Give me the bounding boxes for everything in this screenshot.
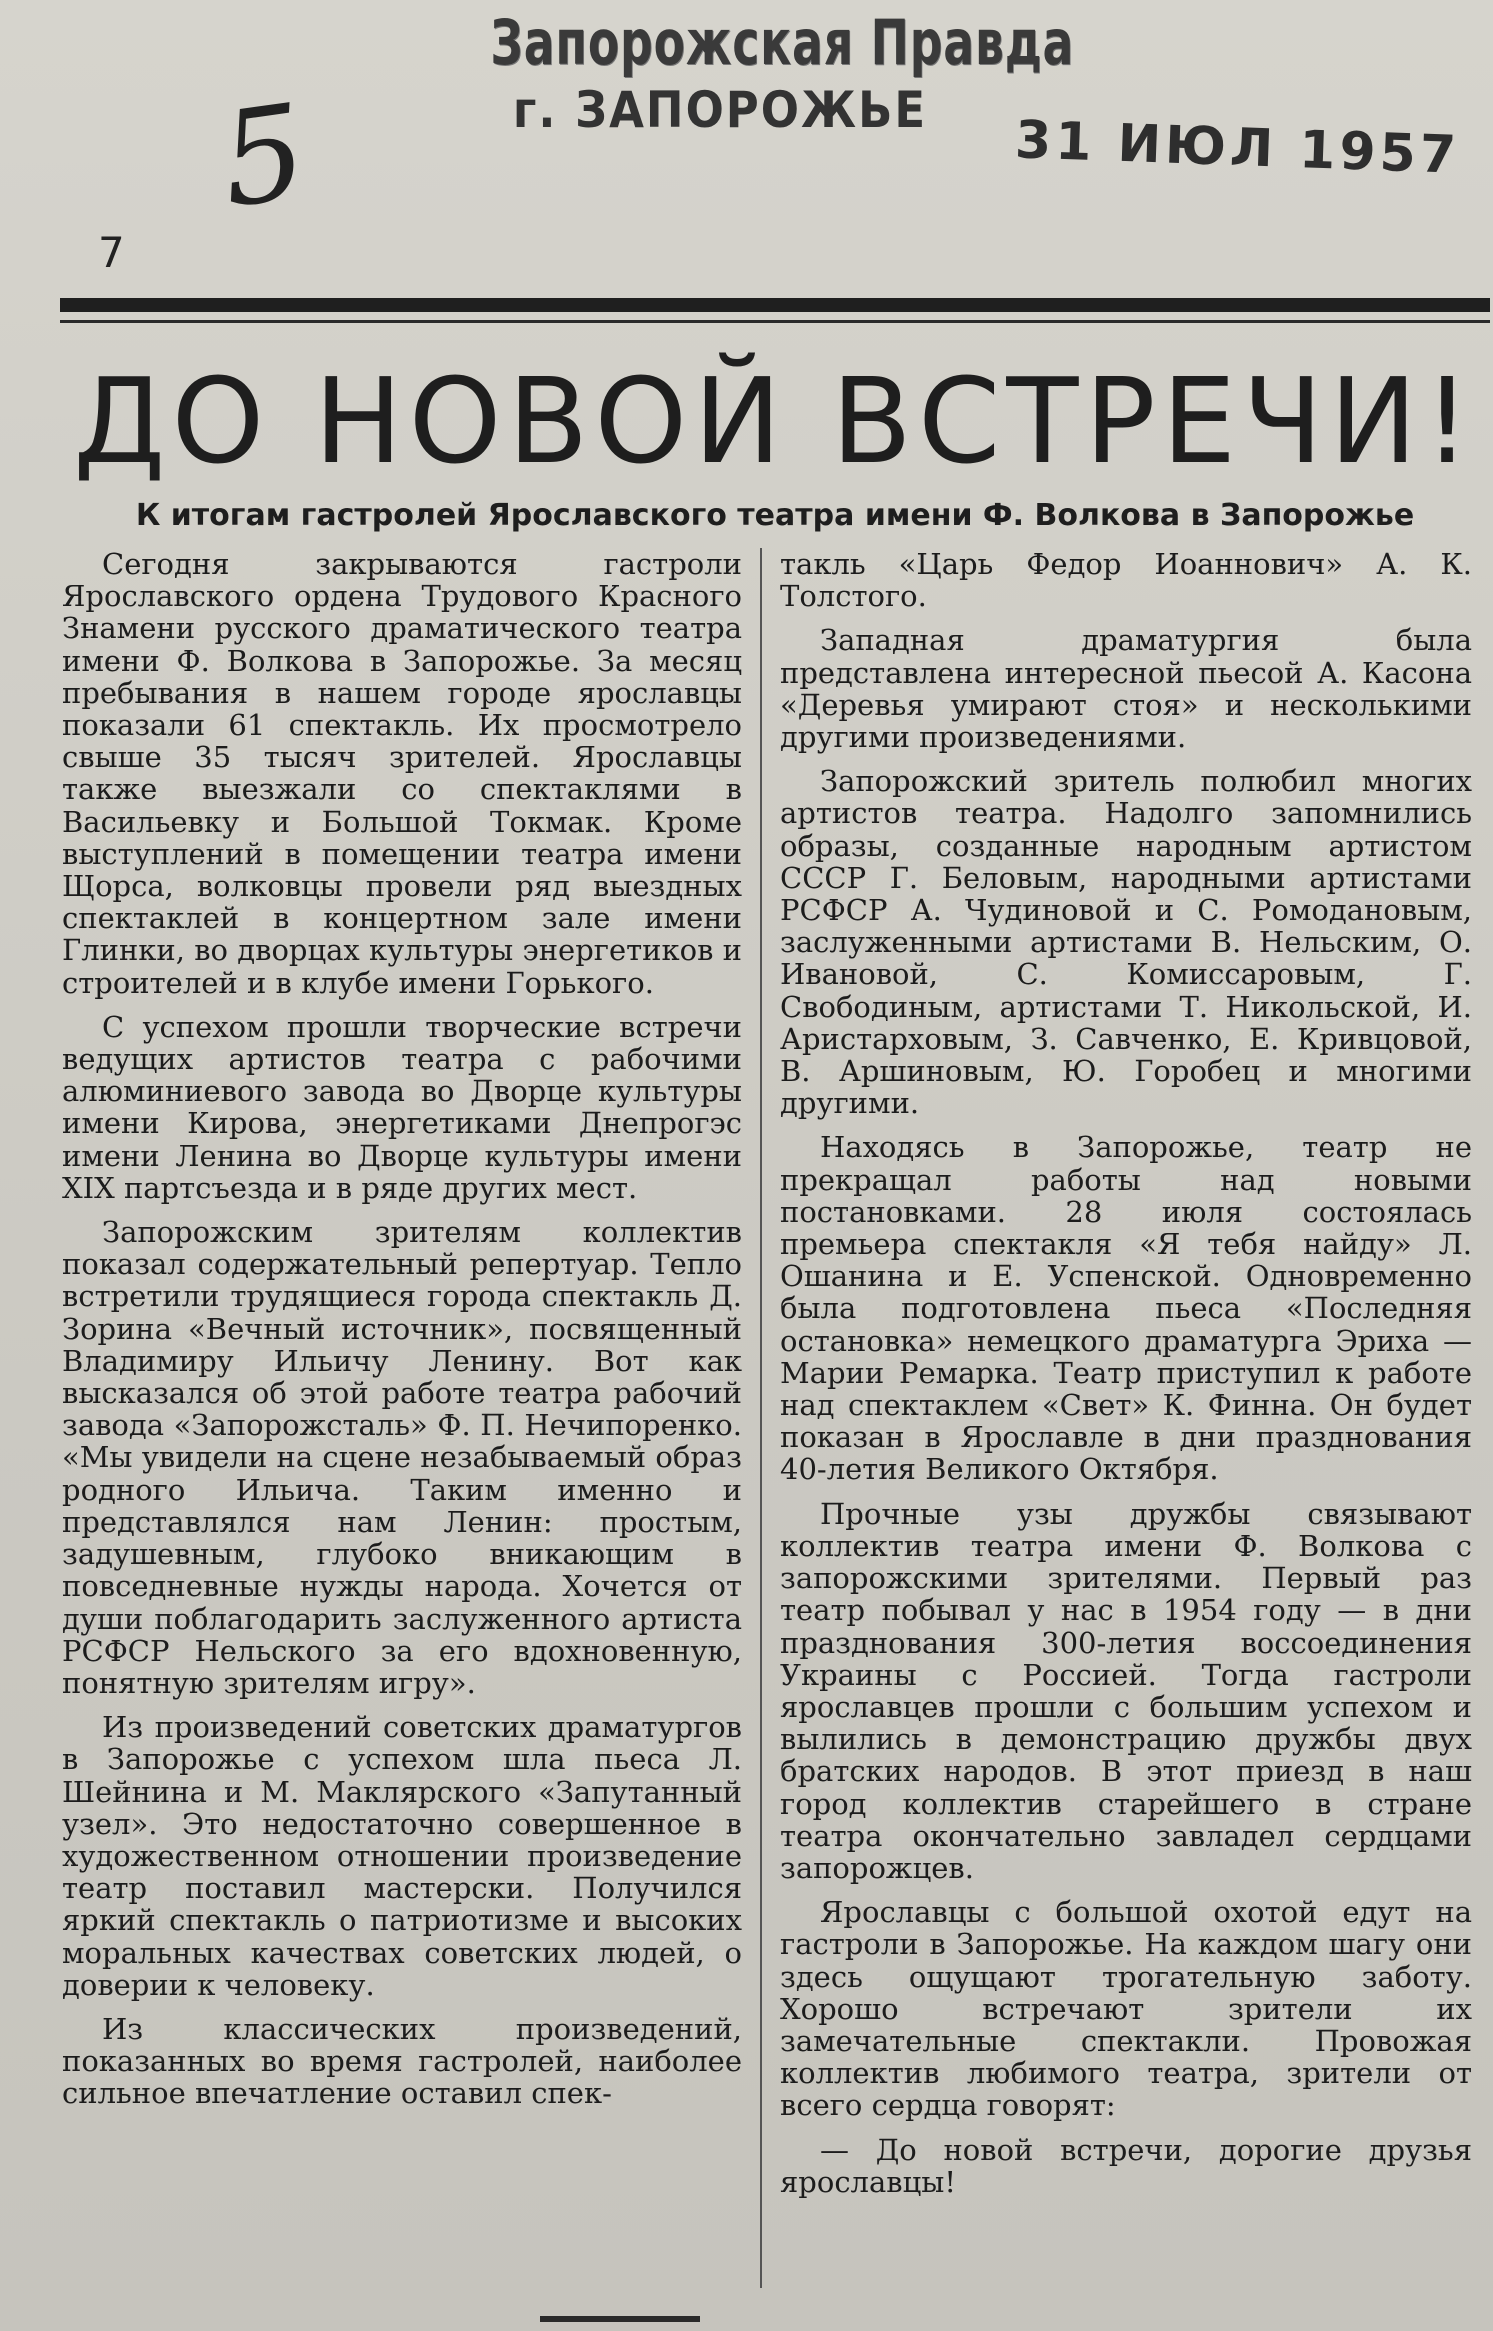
article-subtitle: К итогам гастролей Ярославского театра имени Ф. Волкова в Запорожье (135, 498, 1415, 533)
thick-rule (60, 298, 1490, 312)
right-column (780, 548, 1472, 2210)
paragraph: Прочные узы дружбы связывают коллектив театра имени Ф. Волкова с запорожскими зрителями. Первый раз театр побывал у нас в 1954 году — в дни празднования 300-летия воссоединения Украины с Россией. Тогда гастроли ярославцев прошли с большим успехом и вылились в демонстрацию дружбы двух братских народов. В этот приезд в наш город коллектив старейшего в стране театра окончательно завладел сердцами запорожцев. (780, 1496, 1472, 1885)
paragraph: Ярославцы с большой охотой едут на гастроли в Запорожье. На каждом шагу они здесь ощущают трогательную заботу. Хорошо встречают зрители их замечательные спектакли. Провожая коллектив любимого театра, зрители от всего сердца говорят: (780, 1895, 1472, 2123)
handwritten-number: 5 (211, 74, 315, 238)
paragraph: Из классических произведений, показанных во время гастролей, наиболее сильное впечатление оставил спек- (62, 2011, 742, 2111)
paragraph: Западная драматургия была представлена интересной пьесой А. Касона «Деревья умирают стоя» и несколькими другими произведениями. (780, 623, 1472, 755)
left-column (62, 548, 742, 2122)
column-divider (760, 548, 762, 2288)
paragraph: Запорожским зрителям коллектив показал содержательный репертуар. Тепло встретили трудящиеся города спектакль Д. Зорина «Вечный источник», посвященный Владимиру Ильичу Ленину. Вот как высказался об этой работе театра рабочий завода «Запорожсталь» Ф. П. Нечипоренко. «Мы увидели на сцене незабываемый образ родного Ильича. Таким именно и представлялся нам Ленин: простым, задушевным, глубоко вникающим в повседневные нужды народа. Хочется от души поблагодарить заслуженного артиста РСФСР Нельского за его вдохновенную, понятную зрителям игру». (62, 1215, 742, 1700)
masthead (440, 6, 1075, 139)
article-headline: ДО НОВОЙ ВСТРЕЧИ! (73, 352, 1477, 490)
paragraph-continuation: такль «Царь Федор Иоаннович» А. К. Толстого. (780, 547, 1472, 614)
city-line: г. ЗАПОРОЖЬЕ (512, 81, 928, 139)
paragraph: Находясь в Запорожье, театр не прекращал работы над новыми постановками. 28 июля состоялась премьера спектакля «Я тебя найду» Л. Ошанина и Е. Успенской. Одновременно была подготовлена пьеса «Последняя остановка» немецкого драматурга Эриха — Марии Ремарка. Театр приступил к работе над спектаклем «Свет» К. Финна. Он будет показан в Ярославле в дни празднования 40-летия Великого Октября. (780, 1130, 1472, 1487)
tick-mark: 7 (98, 228, 125, 277)
paragraph: Сегодня закрываются гастроли Ярославского ордена Трудового Красного Знамени русского драматического театра имени Ф. Волкова в Запорожье. За месяц пребывания в нашем городе ярославцы показали 61 спектакль. Их просмотрело свыше 35 тысяч зрителей. Ярославцы также выезжали со спектаклями в Васильевку и Большой Токмак. Кроме выступлений в помещении театра имени Щорса, волковцы провели ряд выездных спектаклей в концертном зале имени Глинки, во дворцах культуры энергетиков и строителей и в клубе имени Горького. (62, 547, 742, 1000)
paragraph: — До новой встречи, дорогие друзья ярославцы! (780, 2132, 1472, 2199)
newspaper-name: Запорожская Правда (490, 6, 1075, 79)
paragraph: Из произведений советских драматургов в Запорожье с успехом шла пьеса Л. Шейнина и М. Маклярского «Запутанный узел». Это недостаточно совершенное в художественном отношении произведение театр поставил мастерски. Получился яркий спектакль о патриотизме и высоких моральных качествах советских людей, о доверии к человеку. (62, 1710, 742, 2002)
thin-rule (60, 320, 1490, 323)
date-stamp: 31 ИЮЛ 1957 (1014, 110, 1461, 186)
paragraph: С успехом прошли творческие встречи ведущих артистов театра с рабочими алюминиевого завода во Дворце культуры имени Кирова, энергетиками Днепрогэс имени Ленина во Дворце культуры имени XIX партсъезда и в ряде других мест. (62, 1009, 742, 1205)
bottom-rule (540, 2316, 700, 2322)
paragraph: Запорожский зритель полюбил многих артистов театра. Надолго запомнились образы, созданные народным артистом СССР Г. Беловым, народными артистами РСФСР А. Чудиновой и С. Ромодановым, заслуженными артистами В. Нельским, О. Ивановой, С. Комиссаровым, Г. Свободиным, артистами Т. Никольской, И. Аристарховым, З. Савченко, Е. Кривцовой, В. Аршиновым, Ю. Горобец и многими другими. (780, 764, 1472, 1121)
